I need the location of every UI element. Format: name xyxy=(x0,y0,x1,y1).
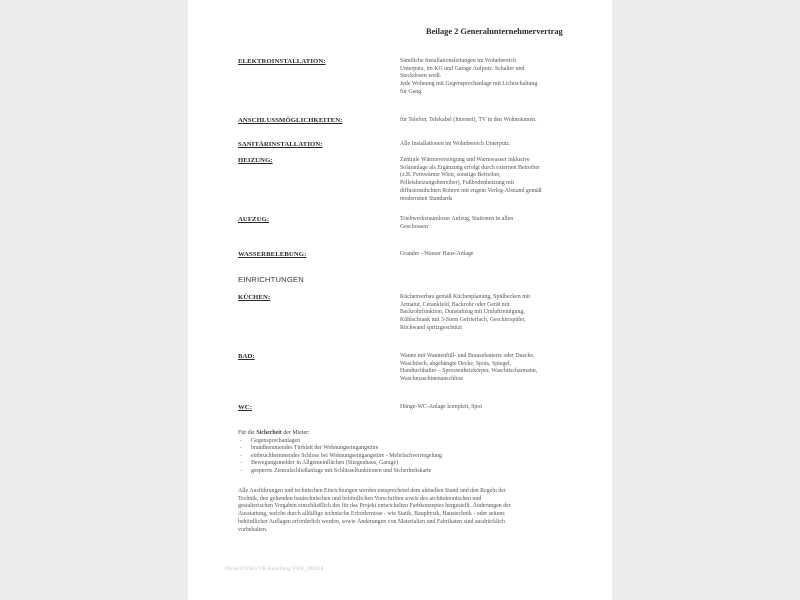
spec-line: Küchenverbau gemäß Küchenplanung, Spülbecken mit xyxy=(400,294,531,300)
safety-intro-bold: Sicherheit xyxy=(256,430,282,436)
closing-line: vorbehalten. xyxy=(238,526,268,533)
section-heading-einrichtungen: EINRICHTUNGEN xyxy=(238,275,304,284)
spec-line: Grander - Wasser Haus-Anlage xyxy=(400,251,474,257)
spec-label: SANITÄRINSTALLATION: xyxy=(238,141,323,148)
spec-line: Steckdosen weiß. xyxy=(400,73,442,80)
spec-line: Triebwerksraumloser Aufzug, Stationen in allen xyxy=(400,216,514,222)
document-title: Beilage 2 Generalunternehmervertrag xyxy=(426,27,563,36)
spec-line: Kühlschrank mit 3-Stern Gefrierfach, Geschirrspüler, xyxy=(400,317,526,324)
spec-value xyxy=(400,216,575,231)
spec-line: Waschtisch, abgehängte Decke, Spots, Spiegel, xyxy=(400,360,512,367)
spec-value xyxy=(400,117,575,125)
safety-list-item: - einbruchhemmendes Schloss bei Wohnungseingangstüre - Mehrfachverriegelung xyxy=(238,453,572,461)
spec-line: Zentrale Wärmeversorgung und Warmwasser inklusive xyxy=(400,157,530,163)
spec-value xyxy=(400,58,575,97)
spec-value xyxy=(400,157,575,203)
spec-line: (z.B. Fernwärme Wien, sonstige Betreiber, xyxy=(400,172,501,179)
spec-label: ELEKTROINSTALLATION: xyxy=(238,58,326,65)
spec-label: ANSCHLUSSMÖGLICHKEITEN: xyxy=(238,117,343,124)
safety-block xyxy=(238,430,572,476)
spec-line: für Gang. xyxy=(400,88,423,95)
spec-line: Jede Wohnung mit Gegensprechanlage mit Lichtschaltung xyxy=(400,81,538,88)
safety-list-item: - brandhemmendes Türblatt der Wohnungseingangstüre xyxy=(238,445,572,453)
spec-value xyxy=(400,141,575,149)
spec-line: Wanne mit Wannenfüll- und Brausebatterie oder Dusche, xyxy=(400,353,535,359)
spec-label: BAD: xyxy=(238,353,255,360)
spec-line: Backrohrfunktion, Dunstabzug mit Umluftreinigung, xyxy=(400,309,525,316)
safety-list-item: - Gegensprechanlagen xyxy=(238,438,572,446)
safety-intro-prefix: Für die xyxy=(238,430,257,436)
spec-value xyxy=(400,294,575,333)
spec-line: modernsten Standards xyxy=(400,195,453,202)
spec-label: KÜCHEN: xyxy=(238,294,271,301)
document-page xyxy=(188,0,612,600)
safety-intro xyxy=(238,430,572,438)
spec-line: Pelletsheizungsbetreiber), Fußbodenheizung mit xyxy=(400,180,515,187)
spec-line: Armatur, Cerankfeld, Backrohr oder Gerät mit xyxy=(400,301,510,308)
spec-line: diffusionsdichten Rohren mit engem Verleg-Abstand gemäß xyxy=(400,187,542,194)
safety-intro-suffix: der Mieter: xyxy=(281,430,310,436)
spec-line: Waschmaschinenanschluss xyxy=(400,376,464,383)
safety-list xyxy=(238,438,572,476)
spec-value xyxy=(400,404,575,412)
spec-line: Handtuchhalter – Sprossenheizkörper, Waschtischarmatur, xyxy=(400,368,538,375)
spec-value xyxy=(400,353,575,384)
spec-line: Solaranlage als Ergänzung erfolgt durch externen Betreiber xyxy=(400,164,540,171)
spec-label: AUFZUG: xyxy=(238,216,270,223)
footer-path: PProjGUVKG/VK/Anzeilung VSW_091018 xyxy=(225,566,324,572)
spec-line: Alle Installationen im Wohnbereich Unterputz. xyxy=(400,141,511,147)
spec-label: WASSERBELEBUNG: xyxy=(238,251,307,258)
spec-label: WC: xyxy=(238,404,253,411)
closing-line: gestalterischen Vorgaben einschließlich des für das Projekt entwickelten Farbkonzeptes hergestellt. Änderungen der xyxy=(238,503,511,510)
safety-list-item: - gesperrte Zentralschließanlage mit Schlüsselfunktionen und Sicherheitskarte xyxy=(238,468,572,476)
safety-list-item: - Bewegungsmelder in Allgemeinflächen (Stiegenhaus, Garage) xyxy=(238,460,572,468)
spec-line: Hänge-WC-Anlage komplett, Spot xyxy=(400,404,482,410)
spec-line: für Telefon, Telekabel (Internet), TV in den Wohnräumen. xyxy=(400,117,537,123)
spec-value xyxy=(400,251,575,259)
spec-line: Sämtliche Installationsleitungen im Wohnbereich xyxy=(400,58,517,64)
closing-line: Ausstattung, welche durch allfällige technische Erfordernisse - wie Statik, Bauphysik, Haustechnik - oder seitens xyxy=(238,511,505,518)
spec-line: Unterputz, im KG und Garage Aufputz. Schalter und xyxy=(400,65,525,72)
closing-line: Alle Ausführungen und technischen Einrichtungen werden entsprechend dem aktuellen Stand und den Regeln der xyxy=(238,488,506,494)
spec-label: HEIZUNG: xyxy=(238,157,273,164)
spec-line: Rückwand spritzgeschützt xyxy=(400,324,462,331)
closing-paragraph xyxy=(238,488,572,534)
closing-line: Technik, den geltenden bautechnischen und behördlichen Vorschriften sowie des architektonischen und xyxy=(238,495,482,502)
closing-line: behördlicher Auflagen erforderlich werden, sowie Änderungen von Materialien und Fabrikaten sind ausdrücklich xyxy=(238,518,505,525)
spec-line: Geschossen xyxy=(400,223,428,230)
